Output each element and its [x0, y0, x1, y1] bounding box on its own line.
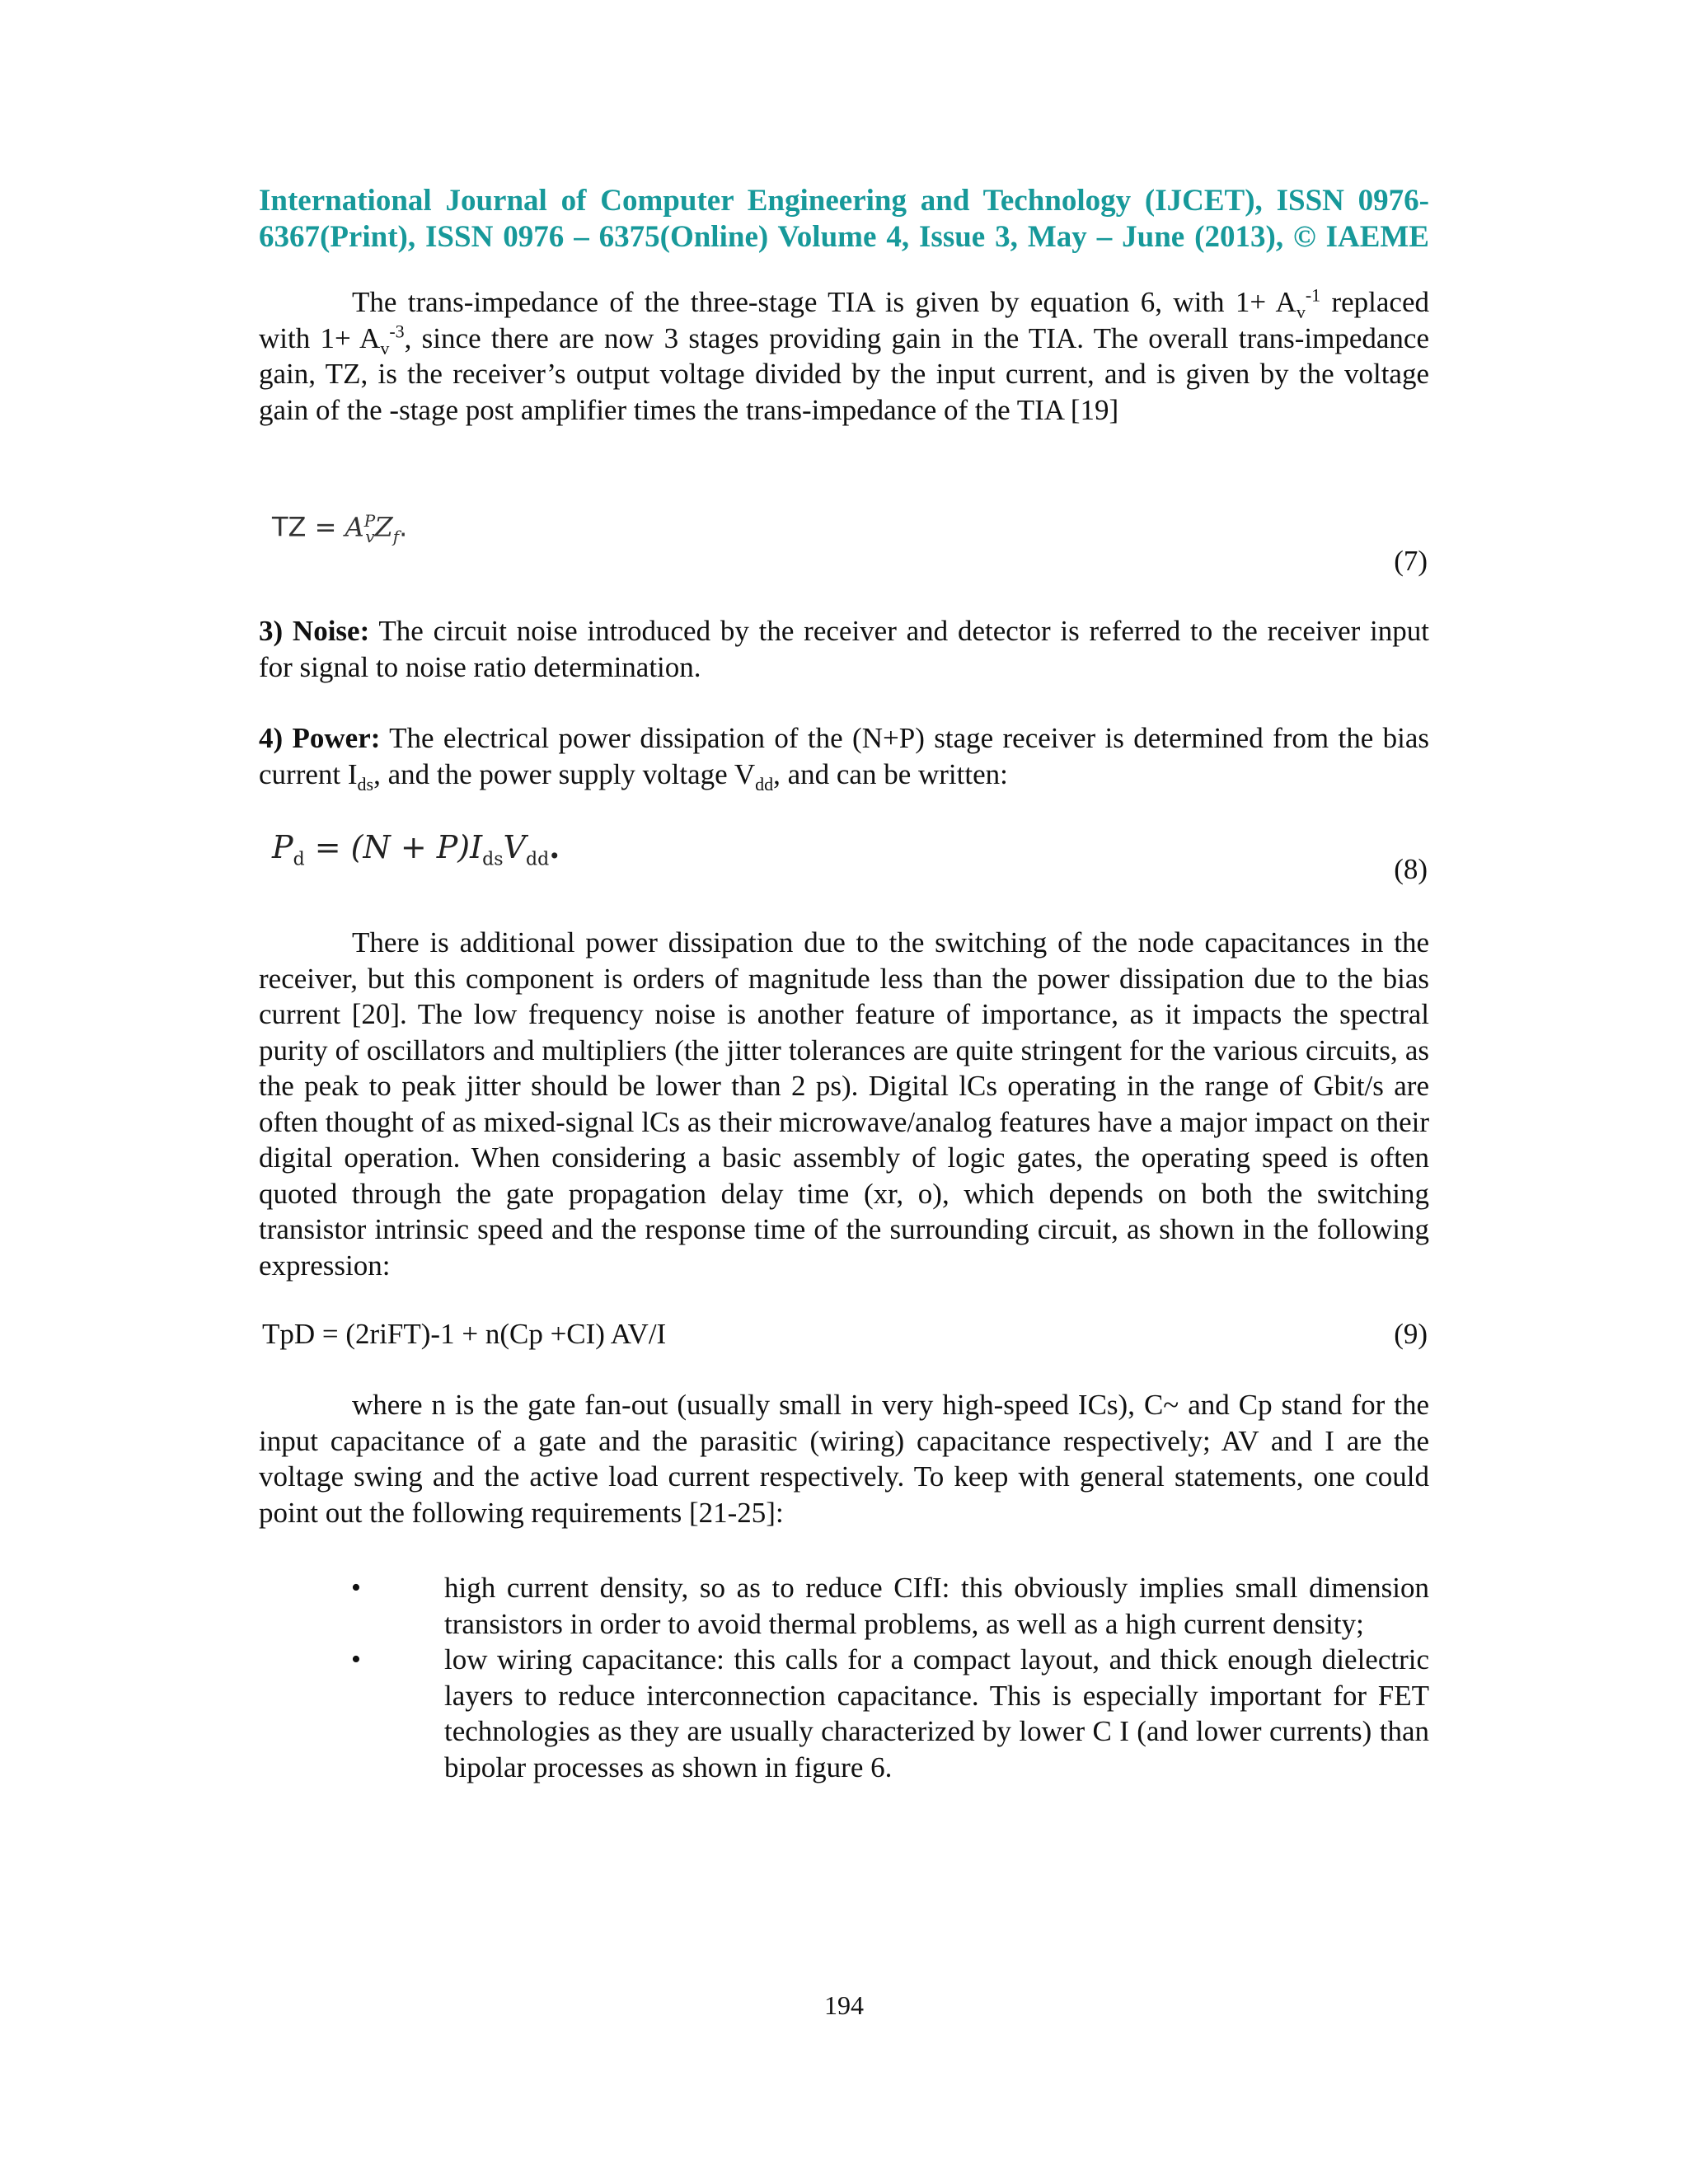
equation-9-number: (9) [1394, 1318, 1428, 1350]
equation-7: TZ = $A^P_vZ_f$. [272, 511, 408, 547]
bullet-icon: • [351, 1572, 361, 1603]
paragraph-power-dissipation: There is additional power dissipation due to the switching of the node capacitances in the receiver, but this component is orders of magnitude less than the power dissipation due to the bias current [20]. The low frequency noise is another feature of importance, as it impacts the spectral purity of oscillators and multipliers (the jitter tolerances are quite stringent for the various circuits, as the peak to peak jitter should be lower than 2 ps). Digital lCs operating in the range of Gbit/s are often thought of as mixed-signal lCs as their microwave/analog features have a major impact on their digital operation. When considering a basic assembly of logic gates, the operating speed is often quoted through the gate propagation delay time (xr, o), which depends on both the switching transistor intrinsic speed and the response time of the surrounding circuit, as shown in the following expression: [259, 926, 1429, 1282]
journal-header [259, 183, 1429, 255]
list-item: • high current density, so as to reduce CIfI: this obviously implies small dimension transistors in order to avoid thermal problems, as well as a high current density; [351, 1572, 1429, 1640]
list-item: • low wiring capacitance: this calls for a compact layout, and thick enough dielectric layers to reduce interconnection capacitance. This is especially important for FET technologies as they are usually characterized by lower C I (and lower currents) than bipolar processes as shown in figure 6. [351, 1643, 1429, 1783]
paragraph-power: 4) Power: The electrical power dissipation of the (N+P) stage receiver is determined from the bias current $I_{ds}$, and the power supply voltage $V_{dd}$, and can be written: [259, 722, 1429, 794]
equation-8-number: (8) [1394, 853, 1428, 885]
equation-8: $P_d = (N + P)I_{ds}V_{dd}$. [272, 828, 560, 870]
requirements-list [259, 1570, 1429, 1785]
paragraph-trans-impedance: The trans-impedance of the three-stage TIA is given by equation 6, with $1+ A_v^{-1}$ replaced with $1+ A_v^{-3}$, since there are now 3 stages providing gain in the TIA. The overall trans-impedance gain, TZ, is the receiver’s output voltage divided by the input current, and is given by the voltage gain of the -stage post amplifier times the trans-impedance of the TIA [19] [259, 284, 1430, 426]
power-heading: 4) Power: [259, 722, 381, 754]
bullet-icon: • [351, 1644, 361, 1675]
equation-7-number: (7) [1394, 545, 1428, 577]
journal-header-line-2: 6367(Print), ISSN 0976 – 6375(Online) Volume 4, Issue 3, May – June (2013), © IAEME [259, 220, 1429, 254]
paragraph-gate-fanout: where n is the gate fan-out (usually small in very high-speed ICs), C~ and Cp stand for the input capacitance of a gate and the parasitic (wiring) capacitance respectively; AV and I are the voltage swing and the active load current respectively. To keep with general statements, one could point out the following requirements [21-25]: [259, 1389, 1429, 1529]
noise-heading: 3) Noise: [259, 615, 370, 647]
paragraph-noise: 3) Noise: The circuit noise introduced by the receiver and detector is referred to the receiver input for signal to noise ratio determination. [259, 615, 1429, 683]
journal-header-line-1: International Journal of Computer Engineering and Technology (IJCET), ISSN 0976- [259, 184, 1429, 218]
equation-9: TpD = (2riFT)-1 + n(Cp +CI) AV/I [262, 1318, 667, 1350]
page-number: 194 [824, 1990, 864, 2020]
